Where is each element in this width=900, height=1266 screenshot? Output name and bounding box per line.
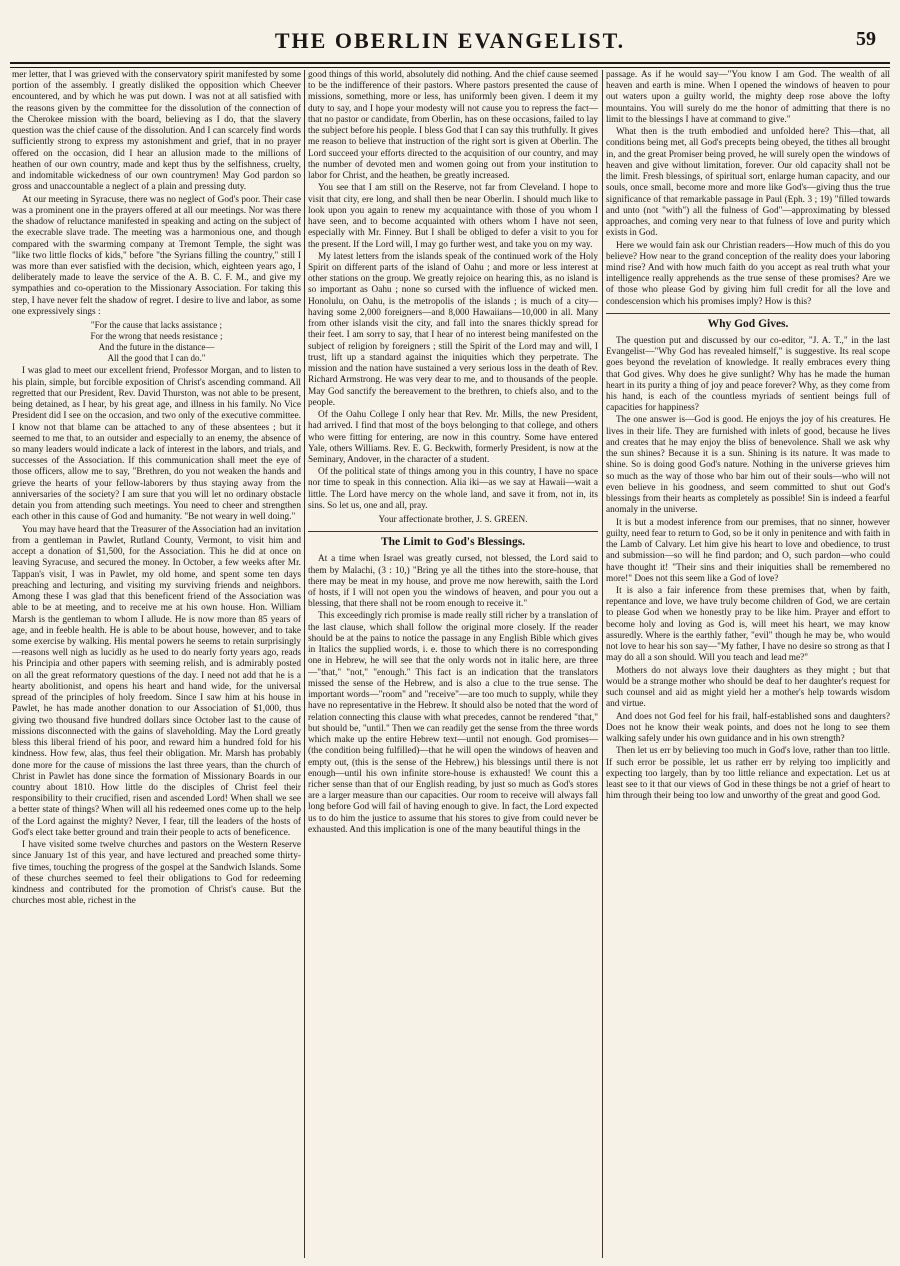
verse-line: And the future in the distance— <box>98 341 215 352</box>
letter-signature: Your affectionate brother, J. S. GREEN. <box>378 515 528 526</box>
verse-line: For the wrong that needs resistance ; <box>90 330 223 341</box>
paragraph: Mothers do not always love their daughters as they might ; but that would be a strange mother who should be deaf to her daughter's request for such counsel and aid as might yield her a mother's help towards wisdom and virtue. <box>606 665 890 710</box>
column-divider <box>602 70 603 1258</box>
paragraph: mer letter, that I was grieved with the conservatory spirit manifested by some portion of the assembly. I greatly disliked the opposition which Cheever encountered, and by which he was put down. I was not at all satisfied with the reasons given by the committee for the dissolution of the connection of the Cherokee mission with the board, believing as I do, that the slavery question was the chief cause of the dissolution. And I can scarcely find words sufficiently strong to express my astonishment and grief, that in no prayer offered on the occasion, did I hear an allusion made to the millions of heathen of our own country, made and kept thus by the selfishness, cruelty, and indomitable wickedness of our own countrymen! May God pardon so gross and unaccountable a neglect of a plain and pressing duty. <box>12 70 301 193</box>
paragraph: good things of this world, absolutely did nothing. And the chief cause seemed to be the indifference of their pastors. Where pastors presented the cause of missions, something, more or less, has uniformly been given. I deem it my duty to say, and I hope your modesty will not cause you to repress the fact—that no pastor or candidate, from Oberlin, has on these occasions, failed to lay the subject before his people. I bless God that I can say this truthfully. It gives me reason to believe that instruction of the right sort is given at Oberlin. The Lord succeed your efforts directed to the acquisition of our country, and may the number of devoted men and women going out from your institution to labor for Christ, and the heathen, be greatly increased. <box>308 70 598 182</box>
page-number: 59 <box>856 28 876 50</box>
paragraph: The one answer is—God is good. He enjoys the joy of his creatures. He lives in their life. They are furnished with inlets of good, because he lives and creates that he may enjoy the bliss of benevolence. Shall we ask why the sun shines? Because it is a sun. Shining is its nature. It was made to shine. So is doing good God's nature. Nothing in the universe grieves him so much as the way of those who bar him out of their souls—who will not even believe in his goodness, and seem committed to shut out God's blessings from their hearts as completely as possible! Sin is indeed a fearful anomaly in the universe. <box>606 415 890 516</box>
column-1 <box>12 70 301 1258</box>
paragraph: It is but a modest inference from our premises, that no sinner, however guilty, need fear to return to God, so be it only in penitence and with faith in the Lamb of Calvary. Let him give his heart to love and obedience, to trust and submission—so will he find pardon; and O, such pardon—who could have thought it! "Their sins and their iniquities shall be remembered no more!" Does not this seem like a God of love? <box>606 517 890 584</box>
paragraph: It is also a fair inference from these premises that, when by faith, repentance and love, we have truly become children of God, we are certain to please God when we honestly pray to be like him. Prayer and effort to become holy and loving as God is, will meet his heart, we may know assuredly. Where is the earthly father, "evil" though he may be, who would not love to hear his son say—"My father, I have no desire so strong as that I may do all a son should. Will you teach and lead me?" <box>606 585 890 664</box>
paragraph: I was glad to meet our excellent friend, Professor Morgan, and to listen to his plain, simple, but forcible exposition of Christ's ascending command. All regretted that our President, Rev. David Thurston, was not able to be present, being detained, as I hear, by his great age, and illness in his family. No Vice President did I see on the occasion, and two only of the executive committee. I know not that blame can be attached to any of these absentees ; but it seemed to me that, to an outsider and especially to an enemy, the absence of so many leaders would indicate a lack of interest in the labors, and trials, and successes of the Association. If this communication shall meet the eye of those officers, allow me to say, "Brethren, do you not weaken the hands and grieve the hearts of your fellow-laborers by thus staying away from the anniversaries of the society? I am sure that you will let no ordinary obstacle detain you from attending such meetings. You need to cheer and strengthen each other in this cause of God and humanity. "Be not weary in well doing." <box>12 366 301 523</box>
paragraph: This exceedingly rich promise is made really still richer by a translation of the last clause, which shall follow the original more closely. If the reader should be at the pains to notice the passage in any English Bible which gives in Italics the supplied words, i. e. those to which there is no corresponding one in Hebrew, he will see that the only words not in italic here, are three—"that," "not," "enough." This fact is an indication that the translators missed the sense of the Hebrew, and is also a clue to the true sense. The important words—"room" and "receive"—are too much to supply, while they have no representative in the Hebrew. It should also be noted that the word of relation connecting this clause with what precedes, cannot be rendered "that," but should be, "until." Then we can readily get the sense from the three words which make up the entire Hebrew text—until not enough. God promises—(the condition being fulfilled)—that he will open the windows of heaven and empty out, (this is the sense of the Hebrew,) his blessings until there is not enough—until his own infinite store-house is exhausted! We count this a richer sense than that of our English reading, by just so much as God's stores are a larger measure than our capacities. Our room to receive will always fall long before God will fail of having enough to give. In fact, the Lord expected us to do him the justice to assume that his stores to give from could never be exhausted. And this implication is one of the many beautiful things in the <box>308 611 598 835</box>
paragraph: Of the Oahu College I only hear that Rev. Mr. Mills, the new President, had arrived. I find that most of the boys belonging to that college, and others who were fitting for entering, are now in this country. Some have entered Yale, others Williams. Rev. E. G. Beckwith, formerly President, is now at the Seminary, Andover, in the character of a student. <box>308 410 598 465</box>
column-divider <box>304 70 305 1258</box>
paragraph: My latest letters from the islands speak of the continued work of the Holy Spirit on different parts of the island of Oahu ; and more or less interest at other stations on the group. We greatly rejoice on hearing this, as no island is so important as Oahu ; none so cursed with the influence of wicked men. Honolulu, on Oahu, is the metropolis of the islands ; is much of a city—having some 2,000 foreigners—and 8,000 Hawaiians—10,000 in all. Many from other islands visit the city, and fall into the snares thickly spread for their feet. I am sorry to say, that I hear of no interest being manifested on the subject of religion by foreigners ; still the Spirit of the Lord may and will, I trust, lift up a standard against the iniquities which they perpetrate. The mission and the nation have sustained a very serious loss in the death of Rev. Richard Armstrong. He was very dear to me, and to thousands of the people. May God sanctify the bereavement to the brethren, to chiefs also, and to the people. <box>308 251 598 408</box>
paragraph: Then let us err by believing too much in God's love, rather than too little. If such error be possible, let us rather err by relying too implicitly and expecting too largely, than by too little reliance and expectation. Let us at least see to it that our views of God in these things be not a grief of heart to him through their being too low and unworthy of the great and good God. <box>606 746 890 802</box>
verse-line: "For the cause that lacks assistance ; <box>90 320 223 331</box>
paragraph: Of the political state of things among you in this country, I have no space nor time to speak in this connection. Alia iki—as we say at Hawaii—wait a little. The Lord have mercy on the whole land, and save it from, not in, its sins. So let us, one and all, pray. <box>308 467 598 511</box>
paragraph: At a time when Israel was greatly cursed, not blessed, the Lord said to them by Malachi, (3 : 10,) "Bring ye all the tithes into the store-house, that there may be meat in my house, and prove me now herewith, saith the Lord of hosts, if I will not open you the windows of heaven, and pour you out a blessing, that there shall not be room enough to receive it." <box>308 554 598 610</box>
column-3 <box>606 70 890 1258</box>
paragraph: And does not God feel for his frail, half-established sons and daughters? Does not he know their weak points, and does not he long to see them walking safely under his own guidance and in his own strength? <box>606 711 890 745</box>
header-rule <box>10 62 890 68</box>
paragraph: The question put and discussed by our co-editor, "J. A. T.," in the last Evangelist—"Why God has revealed himself," is suggestive. Its real scope goes beyond the revelation of knowledge. It really embraces every thing that God gives. Why does he give sunlight? Why has he made the human heart in its purity a thing of joy and peace forever? Why, as they come from his hand, is each of the countless myriads of sentient beings full of capacities for happiness? <box>606 335 890 414</box>
newspaper-title: THE OBERLIN EVANGELIST. <box>274 28 626 53</box>
verse-line: All the good that I can do." <box>107 352 206 363</box>
paragraph: What then is the truth embodied and unfolded here? This—that, all conditions being met, all God's precepts being obeyed, the tithes all brought in, and the great Promiser being proved, he will surely open the windows of heaven and give without limitation, forever. Our old capacity shall not be the limit. Fresh blessings, of spiritual sort, enlarge human capacity, and our souls, once small, become more and more like God's—giving thus the true significance of that remarkable passage in Paul (Eph. 3 ; 19) "filled towards and unto (not "with") all the fulness of God"—approximating by blessed approaches, and coming very near to that fulness of love and purity which exists in God. <box>606 127 890 239</box>
paragraph: passage. As if he would say—"You know I am God. The wealth of all heaven and earth is mine. When I opened the windows of heaven to pour out waters upon a guilty world, the mighty deep rose above the lofty mountains. You will surely do me the honor of admitting that there is no limit to the blessings I have at command to give." <box>606 70 890 125</box>
paragraph: I have visited some twelve churches and pastors on the Western Reserve since January 1st of this year, and have lectured and preached some thirty-five times, touching the progress of the gospel at the Sandwich Islands. Some of these churches seemed to feel their obligations to God for redeeming kindness and contributed for the promotion of Christ's cause. But the churches most able, richest in the <box>12 840 301 907</box>
page-header <box>10 28 890 62</box>
paragraph: Here we would fain ask our Christian readers—How much of this do you believe? How near to the grand conception of the reality does your laboring mind rise? And with how much faith do you accept as real truth what your intelligence really apprehends as the true sense of these promises? Are we of those who please God by giving him full credit for all the love and condescension which his promises imply? How is this? <box>606 240 890 307</box>
paragraph: You see that I am still on the Reserve, not far from Cleveland. I hope to visit that city, ere long, and shall then be near Oberlin. I should much like to look upon you again to renew my acquaintance with those of you whom I have seen, and to become acquainted with others whom I have not seen, especially with Mr. Finney. But I shall be obliged to defer a visit to you for the present. If the Lord will, I may go further west, and take you on my way. <box>308 183 598 250</box>
article-title: The Limit to God's Blessings. <box>308 531 598 550</box>
paragraph: You may have heard that the Treasurer of the Association had an invitation from a gentleman in Pawlet, Rutland County, Vermont, to visit him and accept a donation of $1,500, for the Association. This he did at once on leaving Syracuse, and secured the money. In October, a few weeks after Mr. Tappan's visit, I was in Pawlet, my old home, and spent some ten days preaching and lecturing, and visiting my surviving friends and neighbors. Among these I was glad that this beneficent friend of the Association was able to be at meeting, and to receive me at his own house. Hon. William Marsh is the gentleman to whom I allude. He is now more than 85 years of age, and in feeble health. He is able to be about house, however, and to take some exercise by walking. His mental powers he seems to retain surprisingly—reasons well nigh as lucidly as he used to do nearly forty years ago, reads his Principia and other papers with seeming relish, and is admirably posted on all the great reformatory questions of the day. I need not add that he is a hearty abolitionist, and opens his heart and hand wide, for the universal spread of the principles of holy freedom. Since I saw him at his house in Pawlet, he has made another donation to our Association of $1,000, thus giving two thousand five hundred dollars since October last to the cause of missions disconnected with the gains of slaveholding. May the Lord greatly bless this liberal friend of his poor, and reward him a hundred fold for his kindness. How few, alas, thus feel their obligation. Mr. Marsh has probably done more for the cause of missions the last three years, than the church of Christ in Pawlet has done since the formation of Missionary Boards in our country about 1810. How little do the disciples of Christ feel their responsibility to their crucified, risen and ascended Lord! When shall we see a better state of things? When will all his redeemed ones come up to the help of the Lord against the mighty? Never, I fear, till the leaders of the hosts of God's elect take better ground and train their people to acts of beneficence. <box>12 524 301 838</box>
article-title: Why God Gives. <box>606 313 890 332</box>
column-2 <box>308 70 598 1258</box>
paragraph: At our meeting in Syracuse, there was no neglect of God's poor. Their case was a prominent one in the prayers offered at all our meetings. Nor was there the shadow of reluctance manifested in speaking and acting on the subject of the execrable slave trade. The meeting was a harmonious one, and though compared with the swarming company at Tremont Temple, the sight was "like two little flocks of kids," before "the Syrians filling the country," still I was more than ever satisfied with the decision, which, eighteen years ago, I deliberately made to leave the service of the A. B. C. F. M., and give my sympathies and co-operation to the Missionary Association. For taking this step, I have never felt the shadow of regret. I desire to live and labor, as some one expressively sings : <box>12 194 301 317</box>
verse-quote <box>12 320 301 363</box>
